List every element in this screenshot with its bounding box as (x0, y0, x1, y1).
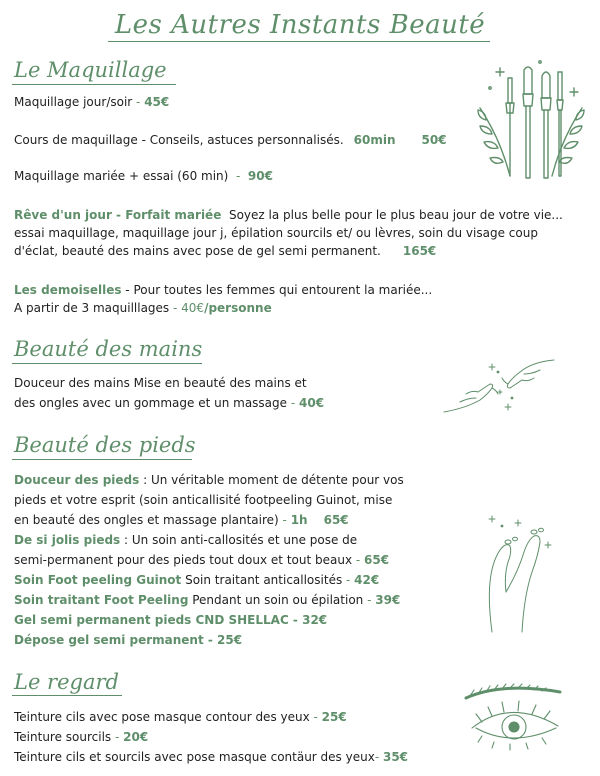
hands-icon (436, 350, 566, 422)
item-foot-peeling (14, 571, 379, 589)
eye-icon (462, 680, 566, 752)
item-text: des ongles avec un gommage et un massage (14, 396, 288, 410)
item-sep: - (278, 513, 291, 527)
item-duration: 60min (353, 133, 396, 147)
item-sep: - (374, 750, 383, 764)
item-douceur-line3 (14, 511, 349, 529)
item-title: Les demoiselles (14, 283, 122, 297)
item-sep: - (287, 396, 299, 410)
item-price: 39€ (375, 593, 401, 607)
item-text: : Un véritable moment de détente pour vos (139, 473, 404, 487)
feet-icon (478, 512, 558, 634)
item-text: Soyez la plus belle pour le plus beau jour de votre vie... (221, 208, 563, 222)
item-sep: - (363, 593, 376, 607)
makeup-brushes-icon (470, 58, 590, 188)
item-demoiselles-line2 (14, 299, 272, 317)
item-duration: 1h (290, 513, 308, 527)
item-douceur-line1 (14, 471, 404, 489)
item-teinture-cils (14, 708, 347, 726)
item-text: : Un soin anti-callosités et une pose de (120, 533, 358, 547)
item-teinture-cils-sourcils (14, 748, 408, 766)
item-sep: - (111, 730, 124, 744)
item-reve-line2: essai maquillage, maquillage jour j, épilation sourcils et/ ou lèvres, soin du visage coup (14, 226, 538, 240)
item-name: Maquillage jour/soir (14, 95, 133, 109)
item-price: 45€ (144, 95, 170, 109)
item-mains-line1: Douceur des mains Mise en beauté des mains et (14, 376, 307, 390)
item-text: A partir de 3 maquilllages (14, 301, 170, 315)
heading-pieds-underline (12, 459, 192, 460)
heading-regard-underline (12, 695, 122, 696)
heading-mains-underline (12, 363, 202, 364)
item-maquillage-jour-soir (14, 93, 169, 111)
heading-maquillage: Le Maquillage (14, 58, 167, 82)
item-maquillage-mariee (14, 167, 273, 185)
item-sep: - (228, 169, 248, 183)
item-douceur-line2: pieds et votre esprit (soin anticallisité footpeeling Guinot, mise (14, 493, 393, 507)
item-price-unit: /personne (204, 301, 272, 315)
item-title: Douceur des pieds (14, 473, 140, 487)
item-depose-gel: Dépose gel semi permanent - 25€ (14, 633, 243, 647)
item-sep: - (352, 553, 365, 567)
item-cours-maquillage (14, 131, 447, 149)
item-text: - Pour toutes les femmes qui entourent la mariée... (121, 283, 433, 297)
item-sep: - (342, 573, 355, 587)
item-price: 40€ (181, 301, 205, 315)
item-text: d'éclat, beauté des mains avec pose de gel semi permanent. (14, 244, 381, 258)
item-title: De si jolis pieds (14, 533, 121, 547)
item-text: Pendant un soin ou épilation (188, 593, 364, 607)
item-text: en beauté des ongles et massage plantaire) (14, 513, 279, 527)
item-jolis-line1 (14, 531, 357, 549)
item-reve-line3 (14, 242, 436, 260)
item-price: 42€ (354, 573, 380, 587)
item-jolis-line2 (14, 551, 389, 569)
item-reve-line1 (14, 206, 563, 224)
item-price: 50€ (421, 133, 447, 147)
item-mains-line2 (14, 394, 324, 412)
item-price: 40€ (299, 396, 325, 410)
item-name: Teinture cils et sourcils avec pose masque contäur des yeux (14, 750, 375, 764)
item-gel-semi-permanent: Gel semi permanent pieds CND SHELLAC - 32€ (14, 613, 328, 627)
item-text: Soin traitant anticallosités (181, 573, 343, 587)
heading-maquillage-underline (12, 84, 176, 85)
item-name: Cours de maquillage - Conseils, astuces personnalisés. (14, 133, 344, 147)
heading-mains: Beauté des mains (14, 337, 203, 361)
item-sep: - (309, 710, 322, 724)
item-name: Maquillage mariée + essai (60 min) (14, 169, 229, 183)
item-price: 90€ (247, 169, 273, 183)
item-sep: - (169, 301, 182, 315)
item-title: Soin Foot peeling Guinot (14, 573, 182, 587)
item-price: 165€ (402, 244, 437, 258)
item-name: Teinture sourcils (14, 730, 112, 744)
item-price: 65€ (364, 553, 390, 567)
item-price: 20€ (123, 730, 149, 744)
heading-regard: Le regard (14, 670, 119, 694)
title-underline (108, 41, 490, 42)
item-sep: - (132, 95, 145, 109)
item-soin-traitant (14, 591, 400, 609)
page-title: Les Autres Instants Beauté (114, 10, 486, 40)
heading-pieds: Beauté des pieds (14, 433, 196, 457)
item-demoiselles-line1 (14, 281, 432, 299)
item-price: 35€ (382, 750, 409, 764)
item-price: 25€ (321, 710, 347, 724)
item-title: Soin traitant Foot Peeling (14, 593, 189, 607)
item-teinture-sourcils (14, 728, 148, 746)
item-title: Rêve d'un jour - Forfait mariée (14, 208, 222, 222)
item-name: Teinture cils avec pose masque contour des yeux (14, 710, 310, 724)
item-price: 65€ (323, 513, 349, 527)
item-text: semi-permanent pour des pieds tout doux et tout beaux (14, 553, 353, 567)
